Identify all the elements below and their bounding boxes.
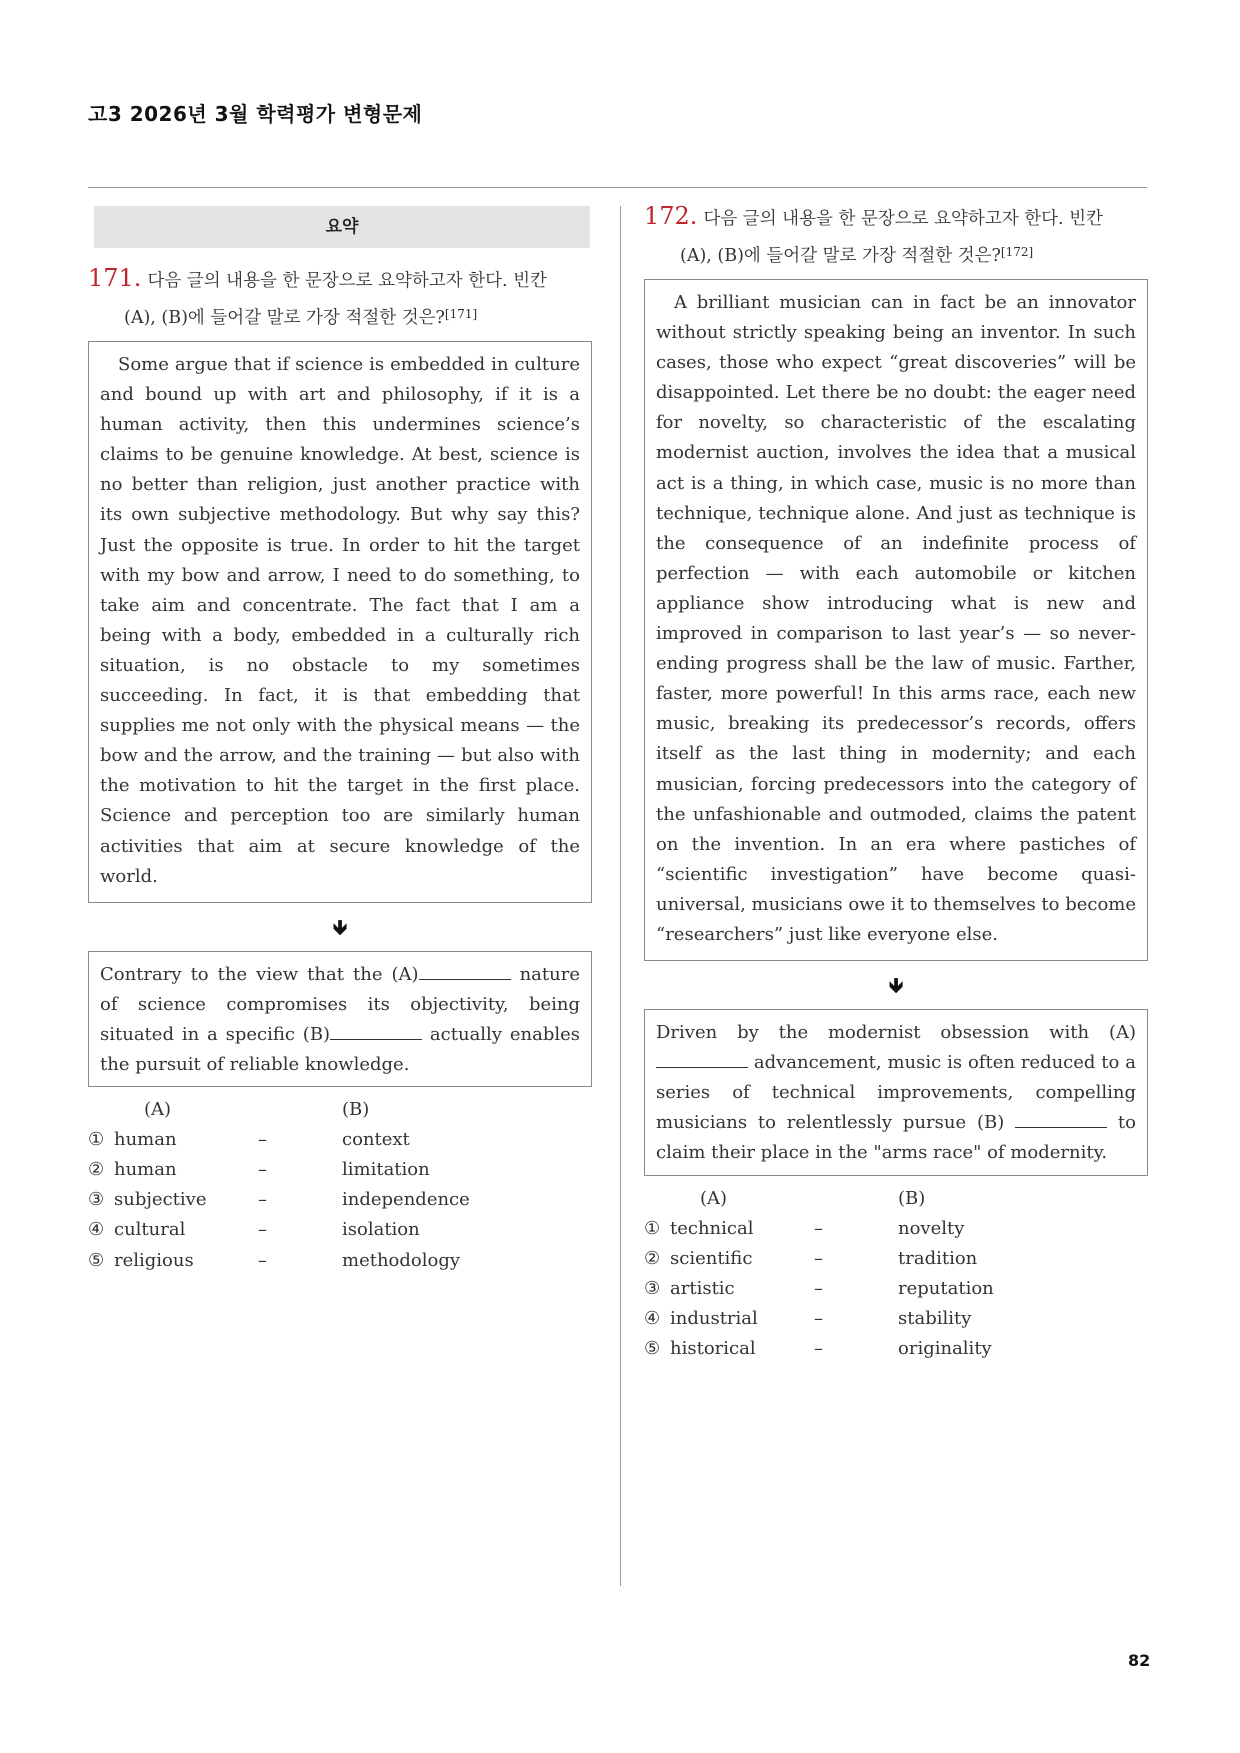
option-row[interactable]	[644, 1214, 1148, 1244]
option-b: isolation	[342, 1219, 420, 1241]
option-dash: –	[258, 1129, 267, 1151]
option-number: ④	[644, 1307, 661, 1329]
option-dash: –	[814, 1277, 823, 1299]
option-dash: –	[258, 1219, 267, 1241]
option-a: scientific	[670, 1247, 753, 1269]
option-a: human	[114, 1129, 177, 1151]
option-row[interactable]	[88, 1215, 592, 1245]
passage-box	[88, 341, 592, 903]
option-b: originality	[898, 1338, 992, 1359]
summary-text-3: actually enables the pursuit of reliable knowledge.	[100, 1023, 580, 1075]
option-dash: –	[814, 1217, 823, 1239]
option-row[interactable]	[88, 1125, 592, 1155]
question-171-prompt	[88, 262, 592, 335]
question-reference: [172]	[1000, 245, 1034, 259]
options-header-a: (A)	[144, 1099, 172, 1121]
question-number: 171.	[88, 264, 142, 292]
summary-text-2: advancement, music is often reduced to a series of technical improvements, compelling musicians to relentlessly pursue (B)	[656, 1052, 1136, 1134]
right-column	[644, 200, 1148, 1364]
summary-box	[88, 951, 592, 1087]
option-dash: –	[814, 1307, 823, 1329]
answer-options	[88, 1095, 592, 1276]
option-a: cultural	[114, 1219, 186, 1241]
summary-text-3: to claim their place in the "arms race" of modernity.	[656, 1112, 1137, 1164]
option-number: ②	[88, 1159, 105, 1181]
question-172-prompt	[644, 200, 1148, 273]
answer-options	[644, 1184, 1148, 1365]
section-label: 요약	[94, 206, 590, 248]
options-header	[88, 1095, 592, 1125]
option-a: industrial	[670, 1307, 758, 1329]
summary-box	[644, 1009, 1148, 1175]
arrow-down-icon: 🡻	[888, 973, 904, 998]
question-prompt-line1: 다음 글의 내용을 한 문장으로 요약하고자 한다. 빈칸	[703, 209, 1103, 229]
blank-b	[1015, 1113, 1107, 1128]
option-number: ③	[88, 1189, 105, 1211]
option-b: context	[342, 1129, 410, 1151]
option-dash: –	[258, 1249, 267, 1271]
question-prompt-line2: (A), (B)에 들어갈 말로 가장 적절한 것은?[171]	[124, 307, 478, 328]
options-header-b: (B)	[342, 1099, 370, 1121]
option-dash: –	[258, 1189, 267, 1211]
option-b: novelty	[898, 1217, 965, 1239]
blank-b	[330, 1025, 422, 1040]
option-number: ③	[644, 1277, 661, 1299]
summary-text-2: nature of science compromises its objectivity, being situated in a specific (B)	[100, 963, 580, 1045]
options-header	[644, 1184, 1148, 1214]
option-a: human	[114, 1159, 177, 1181]
option-row[interactable]	[88, 1185, 592, 1215]
passage-box	[644, 279, 1148, 961]
option-number: ②	[644, 1247, 661, 1269]
option-number: ④	[88, 1219, 105, 1241]
header-divider	[88, 187, 1147, 188]
left-column	[88, 206, 592, 1276]
passage-text: A brilliant musician can in fact be an innovator without strictly speaking being an inventor. In such cases, those who expect “great discoveries” will be disappointed. Let there be no doubt: the eager need for novelty, so characteristic of the escalating modernist auction, involves the idea that a musical act is a thing, in which case, music is no more than technique, technique alone. And just as technique is the consequence of an indefinite process of perfection — with each automobile or kitchen appliance show introducing what is new and improved in comparison to last year’s — so never-ending progress shall be the law of music. Farther, faster, more powerful! In this arms race, each new music, breaking its predecessor’s records, offers itself as the last thing in modernity; and each musician, forcing predecessors into the category of the unfashionable and outmoded, claims the patent on the invention. In an era where pastiches of “scientific investigation” have become quasi-universal, musicians owe it to themselves to become “researchers” just like everyone else.	[656, 292, 1137, 945]
option-row[interactable]	[88, 1246, 592, 1276]
option-row[interactable]	[644, 1274, 1148, 1304]
options-header-a: (A)	[700, 1187, 728, 1209]
option-a: religious	[114, 1249, 194, 1271]
option-row[interactable]	[88, 1155, 592, 1185]
option-dash: –	[814, 1247, 823, 1269]
passage-text: Some argue that if science is embedded in culture and bound up with art and philosophy, if it is a human activity, then this undermines science’s claims to be genuine knowledge. At best, science is no better than religion, just another practice with its own subjective methodology. But why say this? Just the opposite is true. In order to hit the target with my bow and arrow, I need to do something, to take aim and concentrate. The fact that I am a being with a body, embedded in a culturally rich situation, is no obstacle to my sometimes succeeding. In fact, it is that embedding that supplies me not only with the physical means — the bow and the arrow, and the training — but also with the motivation to hit the target in the first place. Science and perception too are similarly human activities that aim at secure knowledge of the world.	[100, 354, 580, 887]
options-header-b: (B)	[898, 1187, 926, 1209]
option-b: independence	[342, 1189, 470, 1211]
page-header-title: 고3 2026년 3월 학력평가 변형문제	[88, 102, 423, 126]
option-row[interactable]	[644, 1304, 1148, 1334]
option-row[interactable]	[644, 1244, 1148, 1274]
summary-text-1: Contrary to the view that the (A)	[100, 963, 419, 985]
option-b: methodology	[342, 1249, 461, 1271]
option-b: reputation	[898, 1277, 994, 1299]
arrow-down-icon: 🡻	[332, 914, 348, 939]
option-dash: –	[814, 1338, 823, 1359]
option-a: technical	[670, 1217, 754, 1239]
question-prompt-line1: 다음 글의 내용을 한 문장으로 요약하고자 한다. 빈칸	[147, 271, 547, 291]
question-number: 172.	[644, 202, 698, 230]
option-number: ①	[644, 1217, 661, 1239]
option-a: historical	[670, 1338, 756, 1359]
option-number: ⑤	[644, 1338, 661, 1359]
question-prompt-line2: (A), (B)에 들어갈 말로 가장 적절한 것은?[172]	[680, 245, 1034, 266]
blank-a	[419, 965, 511, 980]
option-b: tradition	[898, 1247, 978, 1269]
option-b: limitation	[342, 1159, 430, 1181]
summary-text-1: Driven by the modernist obsession with (A)	[656, 1022, 1136, 1044]
option-a: subjective	[114, 1189, 207, 1211]
column-divider	[620, 206, 621, 1586]
option-row[interactable]	[644, 1334, 1148, 1364]
blank-a	[656, 1053, 748, 1068]
option-dash: –	[258, 1159, 267, 1181]
option-number: ⑤	[88, 1249, 105, 1271]
page-number: 82	[1128, 1651, 1151, 1670]
option-b: stability	[898, 1307, 972, 1329]
option-a: artistic	[670, 1277, 735, 1299]
option-number: ①	[88, 1129, 105, 1151]
question-reference: [171]	[444, 307, 478, 321]
